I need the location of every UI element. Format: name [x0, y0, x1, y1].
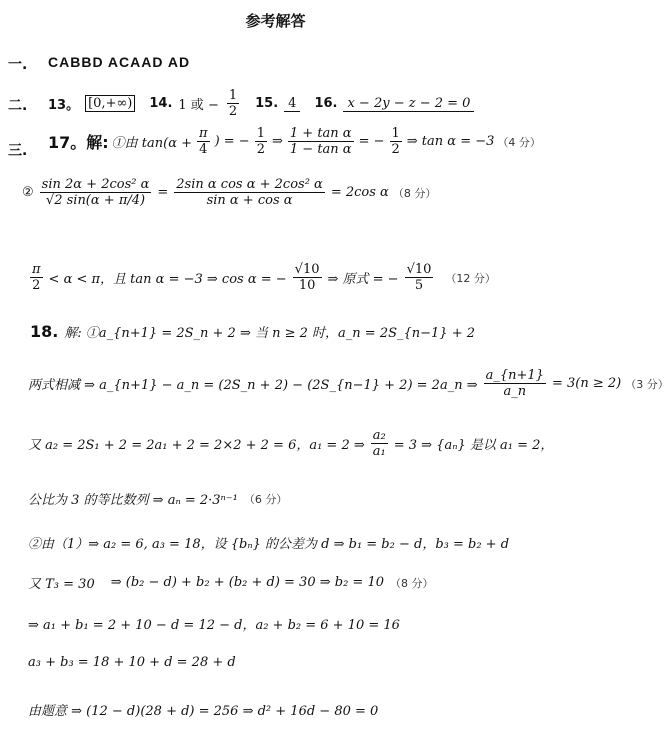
q18-line-7: ⇒ a₁ + b₁ = 2 + 10 − d = 12 − d，a₂ + b₂ = 6 + 10 = 16	[28, 618, 400, 633]
sqrt10-over-5	[405, 262, 434, 293]
sqrt10-over-10	[293, 262, 322, 293]
q18-line-5: ②由（1）⇒ a₂ = 6, a₃ = 18，设 {bₙ} 的公差为 d ⇒ b₁ = b₂ − d，b₃ = b₂ + d	[28, 537, 510, 552]
one-b: 1	[391, 126, 400, 141]
q14-num: 1	[228, 88, 238, 103]
ratio-fraction	[484, 368, 546, 399]
sqrt10-b: √10	[406, 262, 432, 277]
section-one-label: 一.	[8, 57, 28, 73]
q17-line-1: 17。解: ①由 tan(α + $\frac{\pi}{4}$ ) = − $\frac{1}{2}$ ⇒ $\frac{\text{1 + tan α}}{\text{1 − tan α}}$ = − $\frac{1}{2}$ ⇒ tan α = −3 （4 分）	[48, 126, 541, 157]
q18-t3: 又 T₃ = 30	[28, 577, 95, 592]
q18-line-1	[30, 322, 475, 341]
q17-number: 17。解:	[48, 133, 109, 152]
q16-number: 16.	[314, 96, 338, 111]
q17-mid-fraction	[174, 177, 325, 208]
q17-step1-b: ) = −	[214, 134, 250, 149]
q18-a2: 又 a₂ = 2S₁ + 2 = 2a₁ + 2 = 2×2 + 2 = 6，a₁ = 2 ⇒	[28, 438, 365, 453]
q17-lhs-fraction	[40, 177, 152, 208]
fill-in-answers	[48, 88, 474, 119]
a1: a₁	[372, 444, 386, 459]
q18-line-8: a₃ + b₃ = 18 + 10 + d = 28 + d	[28, 655, 236, 670]
q18-line-3	[28, 428, 553, 459]
q14-answer-pre: 1 或 −	[178, 98, 219, 113]
q17-step3-a: < α < π，且 tan α = −3 ⇒ cos α = −	[48, 272, 287, 287]
q15-answer: 4	[284, 96, 300, 112]
q18-number: 18.	[30, 322, 59, 341]
a2: a₂	[372, 428, 386, 443]
q14-number: 14.	[149, 96, 173, 111]
q18-line-9: 由题意 ⇒ (12 − d)(28 + d) = 256 ⇒ d² + 16d − 80 = 0	[28, 704, 379, 719]
two-c: 2	[32, 278, 41, 293]
q17-line-2: ② $\frac{\text{sin 2α + 2cos² α}}{√2 \sin(\alpha + \pi/4)}$ = $\frac{\text{2sin α cos α + 2cos² α}}{\text{sin α + cos α}}$ = 2cos α （8 分）	[22, 177, 437, 208]
q17-result: = 2cos α	[330, 185, 389, 200]
q15-number: 15.	[255, 96, 279, 111]
q13-answer: [0,+∞)	[85, 95, 135, 112]
score-12: （12 分）	[445, 271, 496, 285]
q18-step1: 解: ①a_{n+1} = 2S_n + 2 ⇒ 当 n ≥ 2 时，a_n = 2S_{n−1} + 2	[64, 326, 476, 341]
ratio-den: a_n	[503, 384, 527, 399]
ten: 10	[298, 278, 316, 293]
tan-fraction	[288, 126, 354, 157]
q18-line-6	[28, 573, 434, 592]
q18-subtract: 两式相减 ⇒ a_{n+1} − a_n = (2S_n + 2) − (2S_{n−1} + 2) = 2a_n ⇒	[28, 378, 478, 393]
ratio-num: a_{n+1}	[485, 368, 544, 383]
pi-over-2	[30, 262, 43, 293]
two-b: 2	[391, 142, 400, 157]
sqrt10: √10	[294, 262, 320, 277]
lhs-num: sin 2α + 2cos² α	[41, 177, 150, 192]
q13-number: 13。	[48, 98, 80, 113]
ratio-result: = 3(n ≥ 2)	[551, 376, 622, 391]
q18-line-4	[28, 489, 287, 508]
score-8: （8 分）	[392, 186, 437, 200]
five: 5	[414, 278, 424, 293]
tan-num: 1 + tan α	[289, 126, 352, 141]
a2-over-a1	[371, 428, 388, 459]
pi-b: π	[32, 262, 41, 277]
score-8b: （8 分）	[390, 576, 434, 590]
tan-den: 1 − tan α	[289, 142, 352, 157]
q18-b2: ⇒ (b₂ − d) + b₂ + (b₂ + d) = 30 ⇒ b₂ = 10	[110, 575, 384, 590]
mid-den: sin α + cos α	[206, 193, 293, 208]
one: 1	[256, 126, 265, 141]
q17-step1-c: ⇒ tan α = −3	[406, 134, 495, 149]
two: 2	[256, 142, 265, 157]
four: 4	[199, 142, 208, 157]
q18-seq: = 3 ⇒ {aₙ} 是以 a₁ = 2，	[393, 438, 554, 453]
section-two-label: 二.	[8, 98, 28, 114]
one-half	[255, 126, 267, 157]
score-4: （4 分）	[497, 135, 541, 149]
lhs-den: √2 sin(α + π/4)	[45, 193, 146, 208]
pi-over-4	[197, 126, 210, 157]
q17-line-3	[28, 262, 496, 293]
q17-step3-b: ⇒ 原式 = −	[327, 272, 399, 287]
multiple-choice-answers: CABBD ACAAD AD	[48, 54, 191, 70]
one-half-2	[390, 126, 402, 157]
q16-answer: x − 2y − z − 2 = 0	[343, 96, 474, 112]
section-three-label: 三.	[8, 143, 28, 159]
score-3: （3 分）	[625, 377, 669, 391]
q18-line-2	[28, 368, 669, 399]
page-title: 参考解答	[245, 12, 306, 30]
circle-two: ②	[22, 185, 34, 200]
pi: π	[199, 126, 208, 141]
q14-den: 2	[228, 104, 238, 119]
q14-fraction	[227, 88, 239, 119]
mid-num: 2sin α cos α + 2cos² α	[176, 177, 323, 192]
q18-geometric: 公比为 3 的等比数列 ⇒ aₙ = 2·3ⁿ⁻¹	[28, 493, 238, 508]
score-6: （6 分）	[243, 492, 288, 506]
q17-step1-a: ①由 tan(α +	[111, 136, 193, 151]
